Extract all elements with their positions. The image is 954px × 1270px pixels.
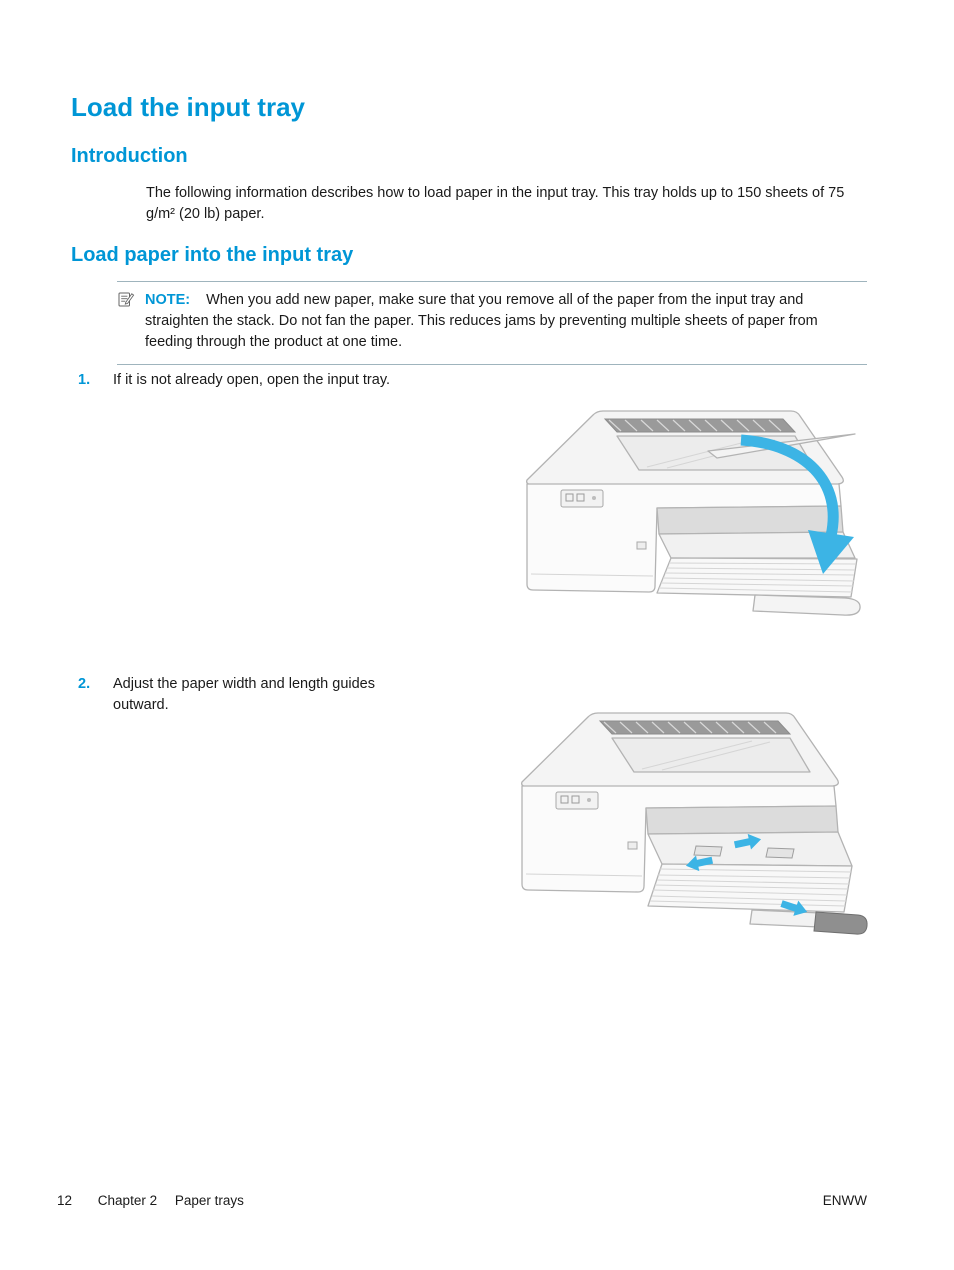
footer-right-label: ENWW (822, 1193, 867, 1208)
illustration-printer-open-input-tray (505, 398, 870, 633)
note-label: NOTE: (145, 292, 191, 308)
section-heading-load-paper: Load paper into the input tray (71, 244, 354, 266)
step-1-number: 1. (78, 372, 91, 388)
footer (57, 1193, 867, 1208)
footer-section: Paper trays (174, 1193, 244, 1208)
note-block (117, 281, 867, 365)
step-2-number: 2. (78, 676, 91, 692)
step-1 (78, 370, 390, 391)
note-text: When you add new paper, make sure that you remove all of the paper from the input tray and straighten the stack. Do not fan the paper. This reduces jams by preventing multiple sheets of paper from feeding through the product at one time. (145, 292, 818, 350)
footer-chapter: Chapter 2 (97, 1193, 158, 1208)
step-1-text: If it is not already open, open the input tray. (113, 372, 391, 388)
note-icon (117, 290, 135, 308)
illustration-printer-adjust-guides (500, 700, 880, 965)
step-2-text: Adjust the paper width and length guides outward. (113, 676, 375, 713)
page-title: Load the input tray (71, 92, 305, 122)
intro-paragraph: The following information describes how to load paper in the input tray. This tray holds up to 150 sheets of 75 g/m² (20 lb) paper. (146, 185, 845, 222)
section-heading-introduction: Introduction (71, 145, 188, 167)
note-paragraph (145, 290, 865, 353)
footer-page-number: 12 (57, 1193, 73, 1208)
step-2 (78, 674, 395, 716)
footer-left (57, 1193, 244, 1208)
